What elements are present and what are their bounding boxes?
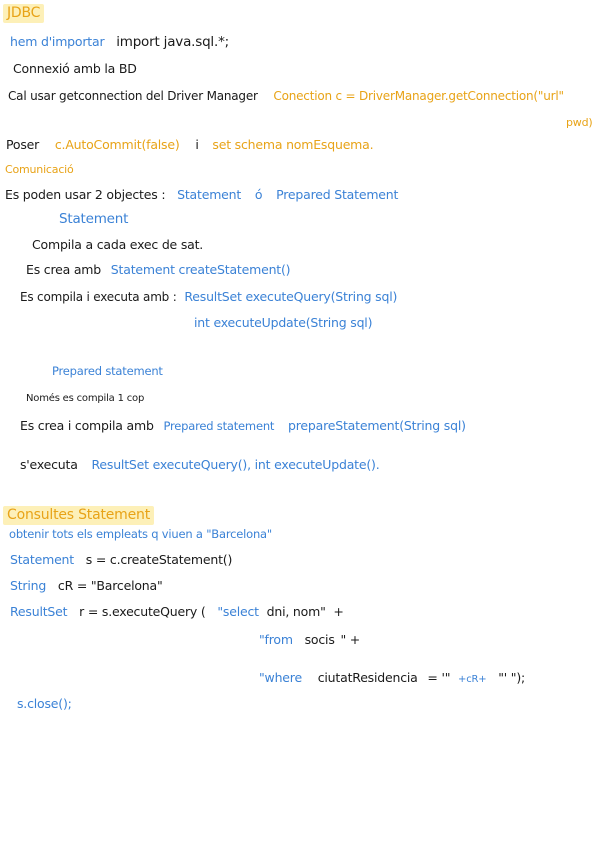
line-sexecuta [20, 457, 379, 473]
code-line-3 [10, 604, 344, 620]
code-where-eq: = '" [427, 670, 451, 685]
code-resultset-type: ResultSet [10, 604, 68, 619]
import-statement: import java.sql.*; [116, 34, 229, 50]
heading-prepared: Prepared statement [52, 364, 163, 378]
crea-note: Es crea amb [26, 262, 102, 277]
heading-statement: Statement [59, 211, 129, 227]
code-create-statement: s = c.createStatement() [85, 552, 233, 567]
code-plus-1: + [333, 604, 344, 619]
code-plus-2: " + [340, 632, 361, 647]
executa-note: Es compila i executa amb : [20, 290, 177, 304]
prep-crea-type: Prepared statement [163, 419, 275, 433]
line-getconnection [8, 88, 564, 104]
objectes-prepared: Prepared Statement [276, 187, 399, 202]
code-line-4 [259, 632, 360, 648]
import-note: hem d'importar [10, 34, 105, 49]
code-select-cols: dni, nom" [266, 604, 326, 619]
line-prep-crea [20, 418, 466, 434]
heading-jdbc: JDBC [3, 4, 44, 23]
code-from-kw: "from [259, 632, 293, 647]
prep-crea-code: prepareStatement(String sql) [288, 418, 466, 433]
objectes-or: ó [254, 187, 263, 202]
executeupdate-code: int executeUpdate(String sql) [194, 315, 373, 330]
getconnection-code: Conection c = DriverManager.getConnection("url" [273, 89, 564, 103]
autocommit-code: c.AutoCommit(false) [54, 137, 180, 152]
getconnection-note: Cal usar getconnection del Driver Manager [8, 89, 258, 103]
line-objectes [5, 187, 398, 203]
code-where-var: +cR+ [458, 674, 487, 685]
line-executa [20, 289, 397, 305]
objectes-statement: Statement [177, 187, 242, 202]
code-execute-query: r = s.executeQuery ( [79, 604, 206, 619]
sexecuta-code: ResultSet executeQuery(), int executeUpdate(). [91, 457, 380, 472]
autocommit-note: Poser [6, 137, 40, 152]
code-line-1 [10, 552, 232, 568]
line-crea-statement [26, 262, 290, 278]
heading-comunicacio: Comunicació [5, 163, 74, 176]
line-import [10, 34, 229, 50]
objectes-note: Es poden usar 2 objectes : [5, 187, 166, 202]
line-connexio: Connexió amb la BD [13, 61, 137, 76]
code-line-6: s.close(); [17, 696, 72, 711]
crea-code: Statement createStatement() [110, 262, 291, 277]
sexecuta-note: s'executa [20, 457, 78, 472]
code-select-kw: "select [217, 604, 259, 619]
code-line-5 [259, 670, 525, 688]
code-cr-assign: cR = "Barcelona" [57, 578, 163, 593]
line-obtenir: obtenir tots els empleats q viuen a "Barcelona" [9, 527, 272, 541]
code-from-table: socis [304, 632, 335, 647]
set-schema-code: set schema nomEsquema. [212, 137, 374, 152]
autocommit-and: i [195, 137, 199, 152]
code-line-2 [10, 578, 163, 594]
executequery-code: ResultSet executeQuery(String sql) [184, 289, 398, 304]
line-nomes: Només es compila 1 cop [26, 393, 145, 404]
prep-crea-note: Es crea i compila amb [20, 418, 154, 433]
code-where-end: "' "); [498, 670, 526, 685]
line-compila-cada: Compila a cada exec de sat. [32, 237, 204, 252]
heading-consultes: Consultes Statement [3, 506, 154, 525]
code-where-kw: "where [259, 670, 302, 685]
getconnection-code-cont: pwd) [566, 116, 593, 129]
code-where-col: ciutatResidencia [317, 670, 418, 685]
code-statement-type: Statement [10, 552, 74, 567]
code-string-type: String [10, 578, 47, 593]
line-autocommit [6, 137, 373, 153]
